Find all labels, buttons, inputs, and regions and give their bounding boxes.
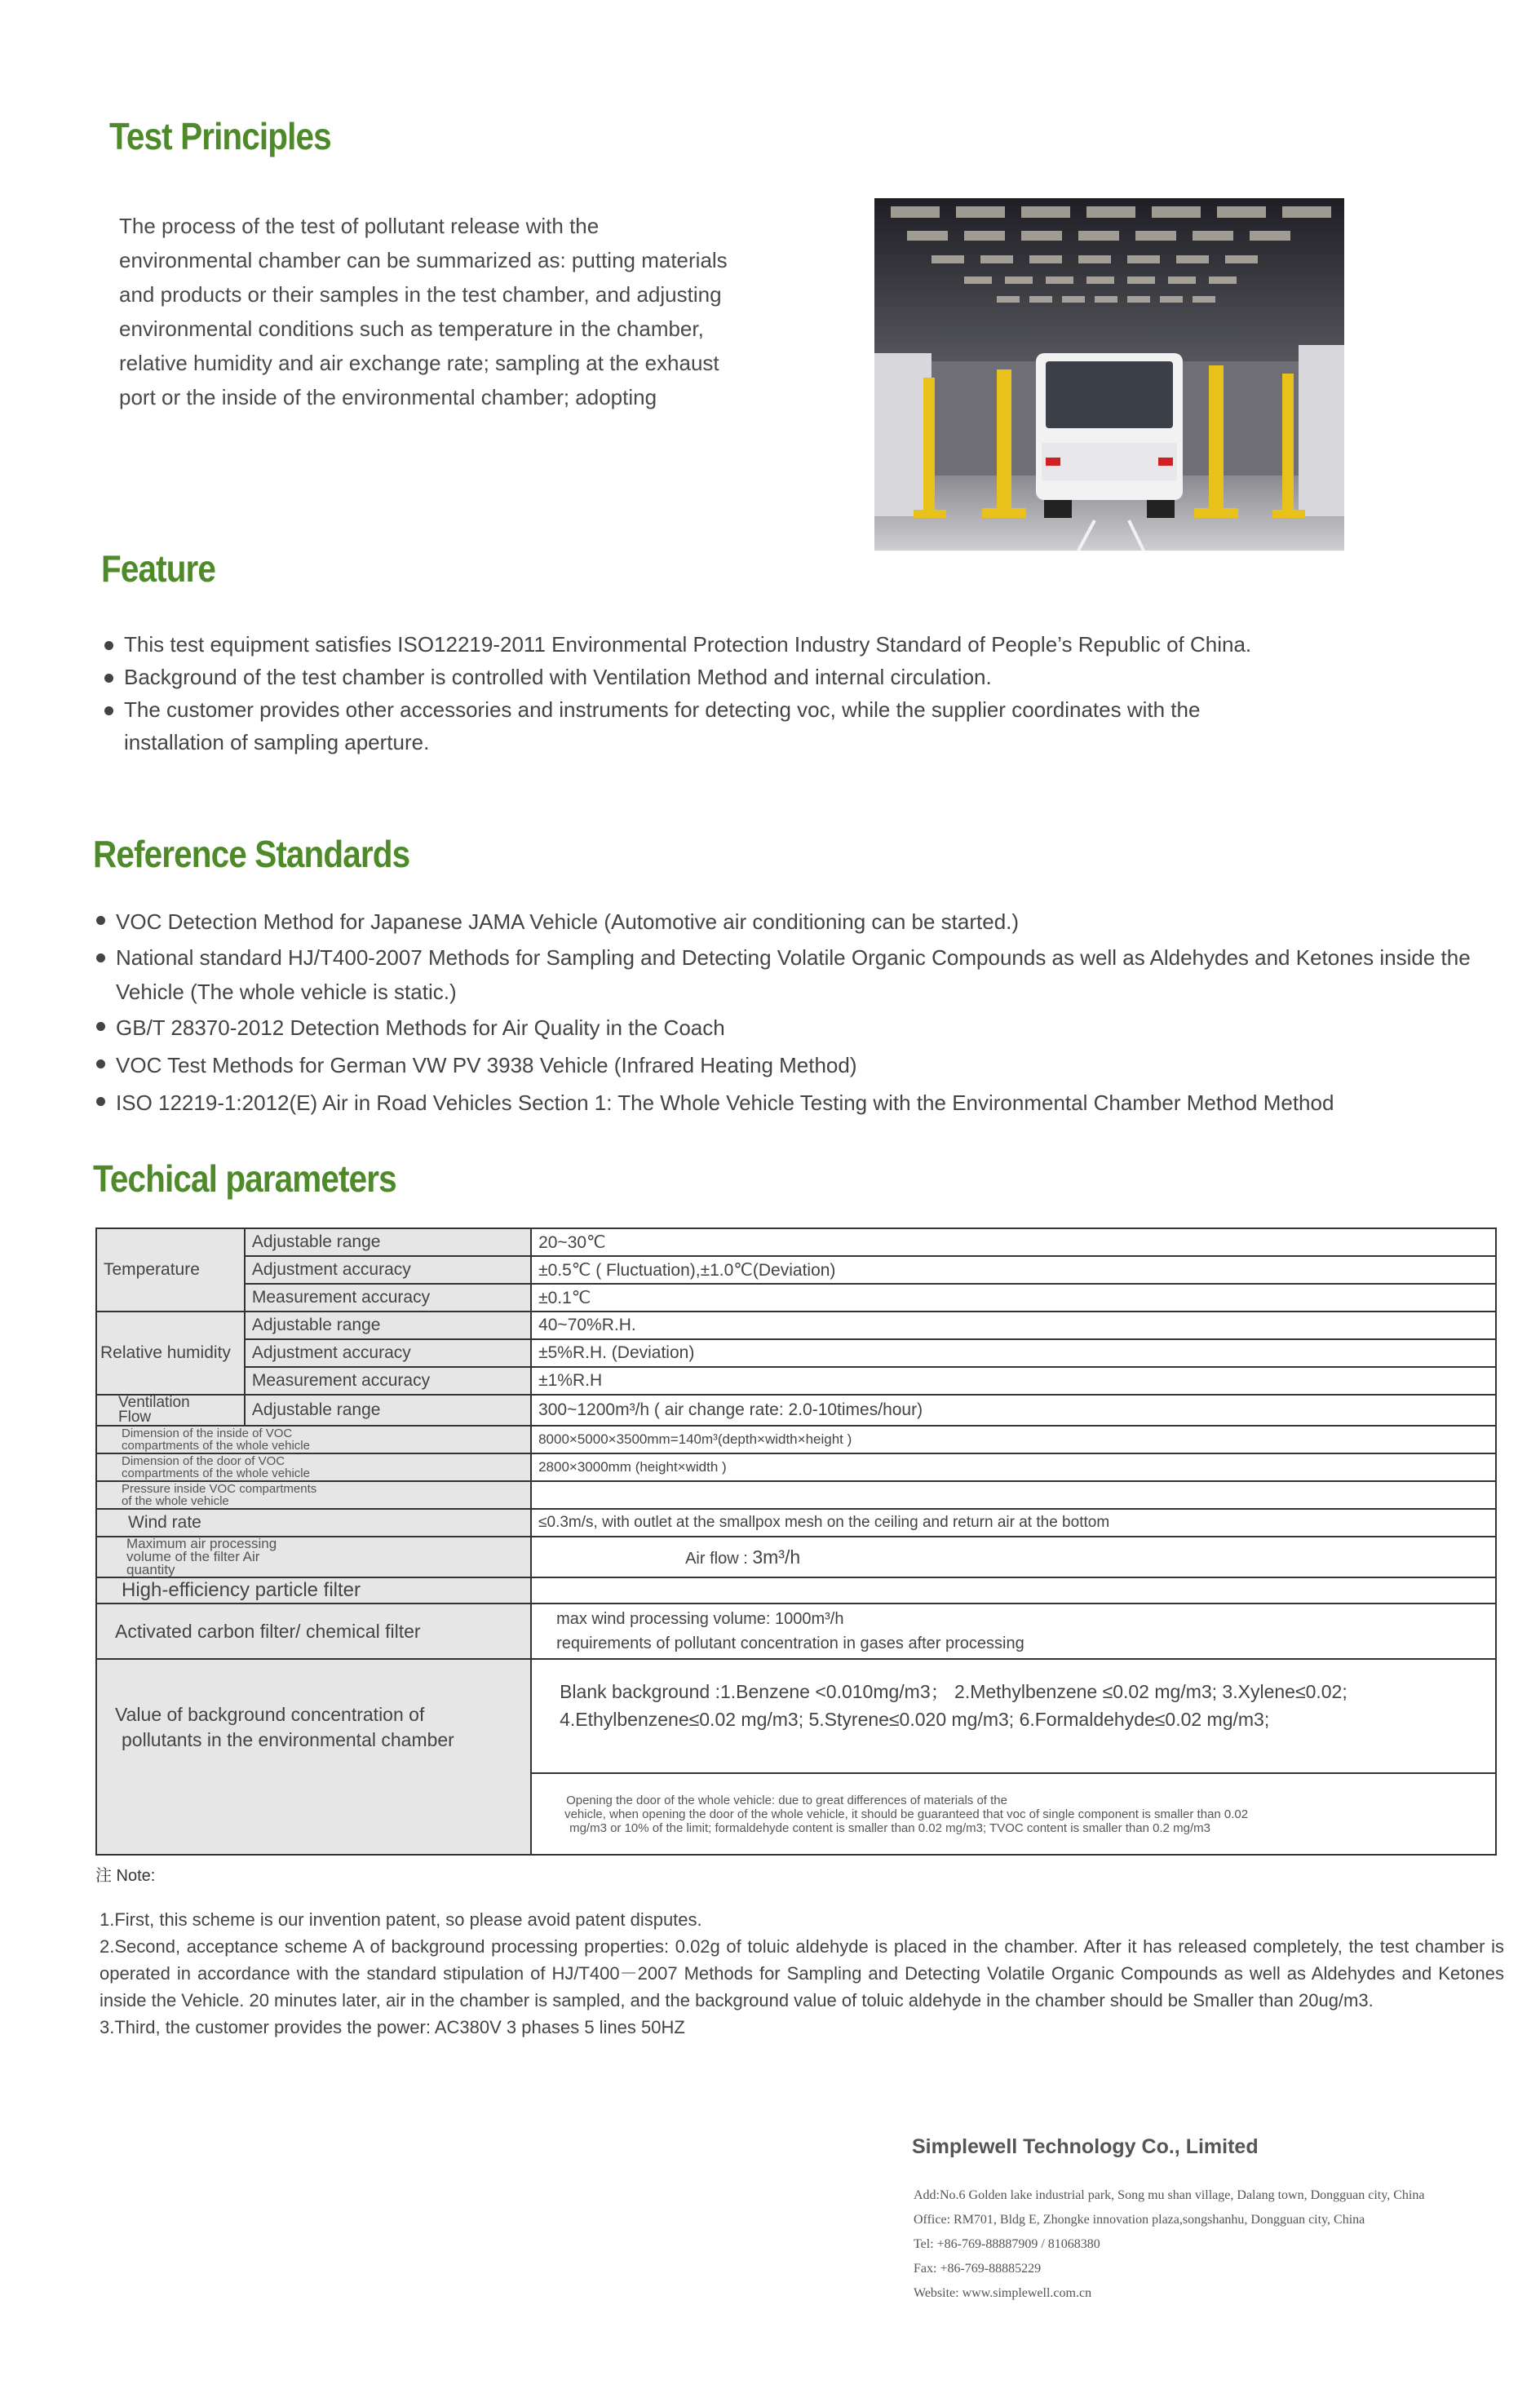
max-air-label: Maximum air processing volume of the filter Air quantity	[96, 1537, 531, 1577]
door-opening-line-1: Opening the door of the whole vehicle: due to great differences of materials of the	[566, 1794, 1007, 1807]
humidity-measurement-value: ±1%R.H	[531, 1367, 1496, 1395]
max-air-value	[531, 1537, 1496, 1577]
temperature-label: Temperature	[96, 1228, 245, 1312]
dimension-inside-value: 8000×5000×3500mm=140m³(depth×width×height )	[531, 1426, 1496, 1453]
note-item: 1.First, this scheme is our invention patent, so please avoid patent disputes.	[100, 1909, 702, 1930]
reference-item: GB/T 28370-2012 Detection Methods for Air Quality in the Coach	[93, 1009, 1512, 1046]
feature-heading: Feature	[101, 547, 216, 590]
table-row	[96, 1481, 1496, 1509]
table-row	[96, 1395, 1496, 1426]
technical-parameters-heading: Techical parameters	[93, 1157, 396, 1200]
ventilation-flow-label: Ventilation Flow	[96, 1395, 245, 1426]
door-opening-value	[531, 1773, 1496, 1855]
parameters-table	[95, 1228, 1497, 1856]
principles-line: relative humidity and air exchange rate; sampling at the exhaust	[119, 351, 719, 375]
bus-chamber-illustration	[874, 198, 1344, 551]
carbon-filter-label: Activated carbon filter/ chemical filter	[96, 1604, 531, 1659]
adjustable-range-label: Adjustable range	[245, 1395, 531, 1426]
feature-item: The customer provides other accessories and instruments for detecting voc, while the supplier coordinates with the installation of sampling aperture.	[101, 693, 1276, 759]
reference-list	[93, 903, 1512, 1121]
test-principles-heading: Test Principles	[109, 115, 331, 157]
max-air-prefix: Air flow :	[685, 1549, 753, 1568]
note-item: 3.Third, the customer provides the power: AC380V 3 phases 5 lines 50HZ	[100, 2017, 685, 2037]
company-name: Simplewell Technology Co., Limited	[912, 2135, 1259, 2158]
dimension-door-value: 2800×3000mm (height×width )	[531, 1453, 1496, 1481]
reference-item: National standard HJ/T400-2007 Methods for Sampling and Detecting Volatile Organic Compounds as well as Aldehydes and Ketones inside the Vehicle (The whole vehicle is static.)	[93, 940, 1496, 1009]
carbon-line-2: requirements of pollutant concentration in gases after processing	[556, 1635, 1024, 1652]
table-row	[96, 1426, 1496, 1453]
adjustable-range-label: Adjustable range	[245, 1312, 531, 1339]
contact-fax: Fax: +86-769-88885229	[914, 2262, 1042, 2276]
background-value-line-2: 4.Ethylbenzene≤0.02 mg/m3; 5.Styrene≤0.020 mg/m3; 6.Formaldehyde≤0.02 mg/m3;	[560, 1709, 1270, 1730]
background-label-line-2: pollutants in the environmental chamber	[122, 1729, 454, 1750]
adjustment-accuracy-label: Adjustment accuracy	[245, 1256, 531, 1284]
carbon-filter-value	[531, 1604, 1496, 1659]
table-row	[96, 1509, 1496, 1537]
table-row	[96, 1284, 1496, 1312]
contact-website[interactable]: Website: www.simplewell.com.cn	[914, 2286, 1092, 2300]
principles-paragraph	[119, 209, 837, 414]
note-label: 注 Note:	[95, 1867, 156, 1885]
table-row	[96, 1367, 1496, 1395]
table-row	[96, 1537, 1496, 1577]
table-row	[96, 1339, 1496, 1367]
table-row	[96, 1256, 1496, 1284]
principles-line: environmental conditions such as temperature in the chamber,	[119, 316, 704, 341]
reference-item: VOC Test Methods for German VW PV 3938 Vehicle (Infrared Heating Method)	[93, 1046, 1512, 1084]
feature-list	[101, 628, 1292, 759]
table-row	[96, 1312, 1496, 1339]
wind-rate-value: ≤0.3m/s, with outlet at the smallpox mesh on the ceiling and return air at the bottom	[531, 1509, 1496, 1537]
bus-chamber-photo	[874, 198, 1344, 551]
contact-block	[914, 2183, 1424, 2306]
temperature-measurement-value: ±0.1℃	[531, 1284, 1496, 1312]
measurement-accuracy-label: Measurement accuracy	[245, 1284, 531, 1312]
humidity-adjustment-value: ±5%R.H. (Deviation)	[531, 1339, 1496, 1367]
pressure-label: Pressure inside VOC compartments of the whole vehicle	[96, 1481, 531, 1509]
humidity-range-value: 40~70%R.H.	[531, 1312, 1496, 1339]
contact-tel: Tel: +86-769-88887909 / 81068380	[914, 2237, 1100, 2251]
dimension-inside-label: Dimension of the inside of VOC compartments of the whole vehicle	[96, 1426, 531, 1453]
adjustable-range-label: Adjustable range	[245, 1228, 531, 1256]
principles-line: environmental chamber can be summarized as: putting materials	[119, 248, 728, 272]
notes-block	[100, 1906, 1504, 2041]
table-row	[96, 1659, 1496, 1773]
principles-line: The process of the test of pollutant release with the	[119, 214, 600, 238]
hepa-filter-label: High-efficiency particle filter	[96, 1577, 531, 1604]
temperature-adjustment-value: ±0.5℃ ( Fluctuation),±1.0℃(Deviation)	[531, 1256, 1496, 1284]
pressure-value	[531, 1481, 1496, 1509]
feature-item: This test equipment satisfies ISO12219-2011 Environmental Protection Industry Standard of People’s Republic of China.	[101, 628, 1292, 661]
reference-item: ISO 12219-1:2012(E) Air in Road Vehicles Section 1: The Whole Vehicle Testing with the Environmental Chamber Method Method	[93, 1084, 1512, 1121]
background-value-line-1: Blank background :1.Benzene <0.010mg/m3； 2.Methylbenzene ≤0.02 mg/m3; 3.Xylene≤0.02;	[560, 1681, 1348, 1702]
door-opening-line-3: mg/m3 or 10% of the limit; formaldehyde content is smaller than 0.02 mg/m3; TVOC content is smaller than 0.2 mg/m3	[569, 1821, 1210, 1835]
reference-item: VOC Detection Method for Japanese JAMA Vehicle (Automotive air conditioning can be started.)	[93, 903, 1512, 940]
table-row	[96, 1228, 1496, 1256]
wind-rate-label: Wind rate	[96, 1509, 531, 1537]
temperature-range-value: 20~30℃	[531, 1228, 1496, 1256]
contact-office: Office: RM701, Bldg E, Zhongke innovation plaza,songshanhu, Dongguan city, China	[914, 2213, 1365, 2227]
principles-line: port or the inside of the environmental chamber; adopting	[119, 385, 657, 409]
feature-item: Background of the test chamber is controlled with Ventilation Method and internal circulation.	[101, 661, 1292, 693]
note-item: 2.Second, acceptance scheme A of background processing properties: 0.02g of toluic aldehyde is placed in the chamber. After it has released completely, the test chamber is operated in accordance with the standard stipulation of HJ/T400－2007 Methods for Sampling and Detecting Volatile Organic Compounds as well as Aldehydes and Ketones inside the Vehicle. 20 minutes later, air in the chamber is sampled, and the background value of toluic aldehyde in the chamber should be Smaller than 20ug/m3.	[100, 1936, 1504, 2011]
measurement-accuracy-label: Measurement accuracy	[245, 1367, 531, 1395]
ventilation-range-value: 300~1200m³/h ( air change rate: 2.0-10times/hour)	[531, 1395, 1496, 1426]
background-concentration-label	[96, 1659, 531, 1855]
dimension-door-label: Dimension of the door of VOC compartments of the whole vehicle	[96, 1453, 531, 1481]
table-row	[96, 1604, 1496, 1659]
max-air-unit: 3m³/h	[752, 1546, 801, 1568]
principles-line: and products or their samples in the test chamber, and adjusting	[119, 282, 722, 307]
table-row	[96, 1577, 1496, 1604]
hepa-filter-value	[531, 1577, 1496, 1604]
background-label-line-1: Value of background concentration of	[115, 1704, 425, 1725]
carbon-line-1: max wind processing volume: 1000m³/h	[556, 1610, 844, 1628]
reference-standards-heading: Reference Standards	[93, 833, 410, 875]
table-row	[96, 1453, 1496, 1481]
background-concentration-value	[531, 1659, 1496, 1773]
relative-humidity-label: Relative humidity	[96, 1312, 245, 1395]
contact-address: Add:No.6 Golden lake industrial park, Song mu shan village, Dalang town, Dongguan city, China	[914, 2188, 1425, 2202]
adjustment-accuracy-label: Adjustment accuracy	[245, 1339, 531, 1367]
door-opening-line-2: vehicle, when opening the door of the whole vehicle, it should be guaranteed that voc of single component is smaller than 0.02	[564, 1807, 1249, 1821]
